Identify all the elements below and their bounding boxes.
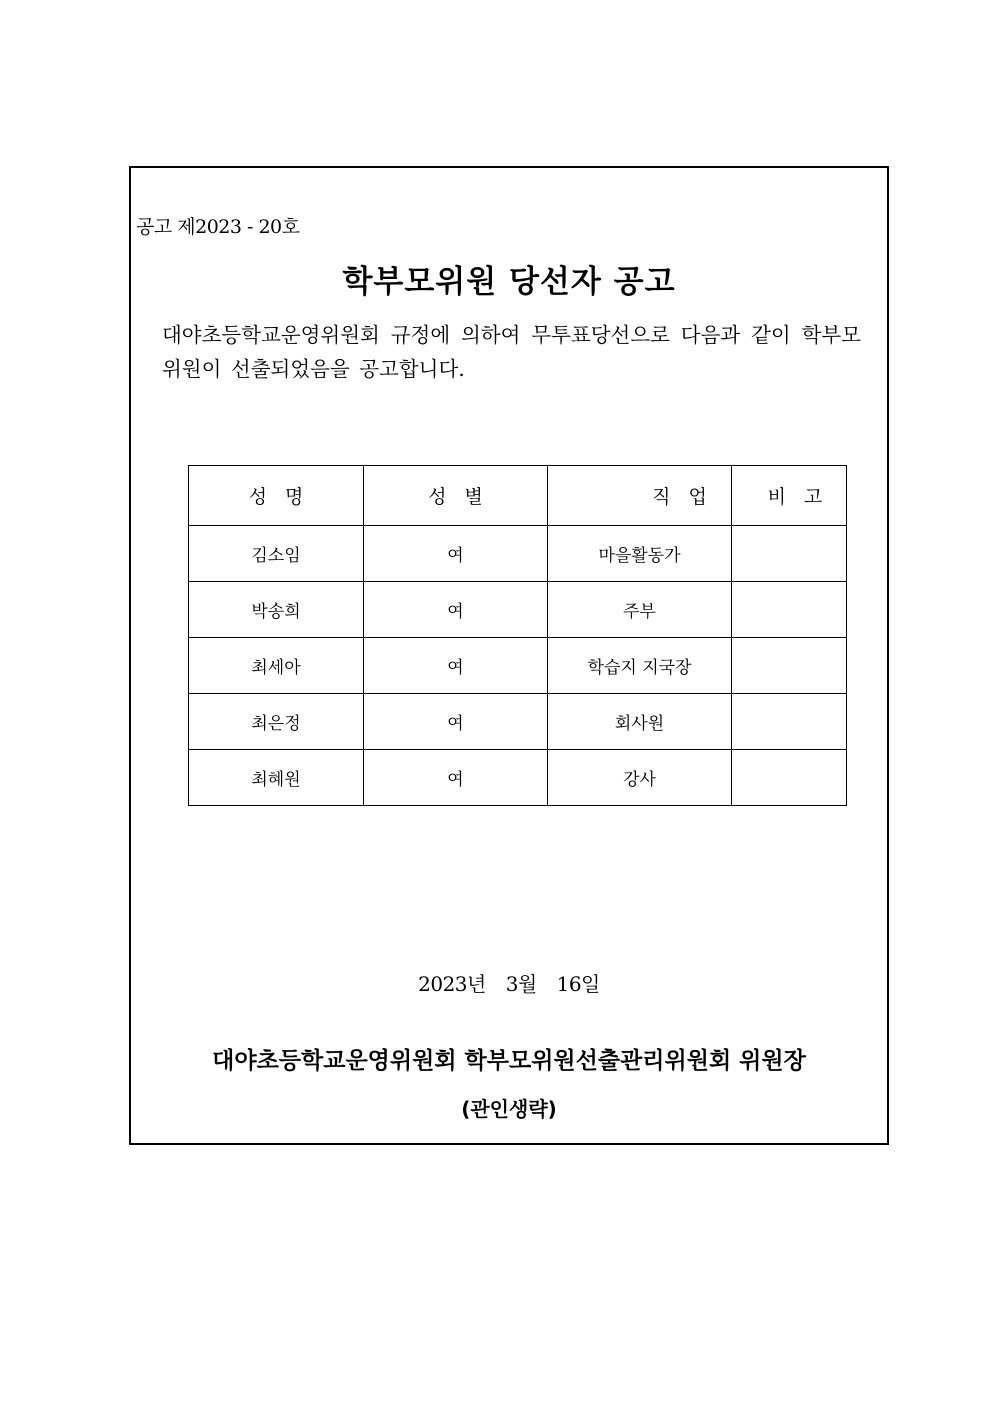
cell-name: 최혜원 bbox=[189, 750, 364, 806]
cell-gender: 여 bbox=[364, 638, 548, 694]
cell-note bbox=[732, 526, 847, 582]
cell-job: 강사 bbox=[548, 750, 732, 806]
header-note: 비고 bbox=[732, 466, 847, 526]
cell-gender: 여 bbox=[364, 750, 548, 806]
table-row bbox=[189, 694, 847, 750]
cell-job: 마을활동가 bbox=[548, 526, 732, 582]
table-row bbox=[189, 638, 847, 694]
cell-name: 최세아 bbox=[189, 638, 364, 694]
notice-frame bbox=[129, 166, 889, 1145]
elected-members-table bbox=[188, 465, 847, 806]
cell-note bbox=[732, 582, 847, 638]
header-job: 직업 bbox=[548, 466, 732, 526]
cell-name: 최은정 bbox=[189, 694, 364, 750]
cell-job: 주부 bbox=[548, 582, 732, 638]
cell-job: 학습지 지국장 bbox=[548, 638, 732, 694]
table-row bbox=[189, 582, 847, 638]
signer-title: 대야초등학교운영위원회 학부모위원선출관리위원회 위원장 bbox=[212, 1048, 806, 1074]
header-gender: 성별 bbox=[364, 466, 548, 526]
notice-number: 공고 제2023 - 20호 bbox=[136, 216, 300, 238]
notice-date: 2023년 3월 16일 bbox=[418, 972, 600, 996]
seal-omitted-note: (관인생략) bbox=[461, 1097, 557, 1121]
cell-note bbox=[732, 694, 847, 750]
cell-gender: 여 bbox=[364, 694, 548, 750]
cell-gender: 여 bbox=[364, 526, 548, 582]
cell-name: 김소임 bbox=[189, 526, 364, 582]
cell-gender: 여 bbox=[364, 582, 548, 638]
cell-note bbox=[732, 638, 847, 694]
table-row bbox=[189, 750, 847, 806]
cell-note bbox=[732, 750, 847, 806]
notice-body: 대야초등학교운영위원회 규정에 의하여 무투표당선으로 다음과 같이 학부모위원이 선출되었음을 공고합니다. bbox=[162, 323, 861, 381]
cell-job: 회사원 bbox=[548, 694, 732, 750]
table-header-row bbox=[189, 466, 847, 526]
page-title: 학부모위원 당선자 공고 bbox=[342, 264, 676, 300]
table-row bbox=[189, 526, 847, 582]
header-name: 성명 bbox=[189, 466, 364, 526]
cell-name: 박송희 bbox=[189, 582, 364, 638]
